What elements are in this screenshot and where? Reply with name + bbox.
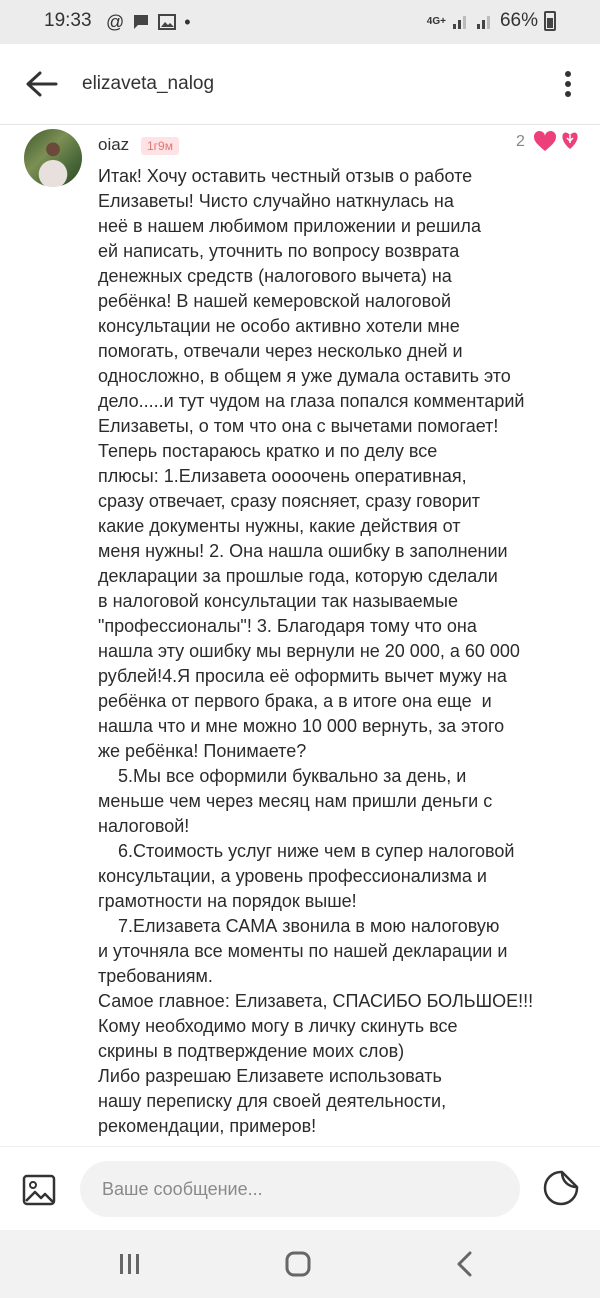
message-composer	[0, 1146, 600, 1231]
image-icon[interactable]	[22, 1173, 56, 1207]
home-icon[interactable]	[278, 1246, 318, 1282]
page-title: elizaveta_nalog	[82, 73, 215, 94]
avatar[interactable]	[24, 129, 82, 187]
network-type: 4G+	[426, 15, 446, 27]
signal-icon	[476, 12, 494, 30]
comment-text: Итак! Хочу оставить честный отзыв о работе Елизаветы! Чисто случайно наткнулась на неё в нашем любимом приложении и решила ей написать, уточнить по вопросу возврата денежных средств (налогового вычета) на ребёнка! В нашей кемеровской налоговой консультации не особо активно хотели мне помогать, отвечали через несколько дней и односложно, в общем я уже думала оставить это дело.....и тут чудом на глаза попался комментарий Елизаветы, о том что она с вычетами помогает! Теперь постараюсь кратко и по делу все плюсы: 1.Елизавета оооочень оперативная, сразу отвечает, сразу поясняет, сразу говорит какие документы нужны, какие действия от меня нужны! 2. Она нашла ошибку в заполнении декларации за прошлые года, которую сделали в налоговой консультации так называемые "профессионалы"! 3. Благодаря тому что она нашла эту ошибку мы вернули не 20 000, а 60 000 рублей!4.Я просила её оформить вычет мужу на ребёнка от первого брака, а в итоге она еще и нашла что и мне можно 10 000 вернуть, за этого же ребёнка! Понимаете? 5.Мы все оформили буквально за день, и меньше чем через месяц нам пришли деньги с налоговой! 6.Стоимость услуг ниже чем в супер налоговой консультации, а уровень профессионализма и грамотности на порядок выше! 7.Елизавета САМА звонила в мою налоговую и уточняла все моменты по нашей декларации и требованиям. Самое главное: Елизавета, СПАСИБО БОЛЬШОЕ!!! Кому необходимо могу в личку скинуть все скрины в подтверждение моих слов) Либо разрешаю Елизавете использовать нашу переписку для своей деятельности, рекомендации, примеров!	[98, 166, 534, 1136]
back-icon[interactable]	[446, 1246, 486, 1282]
at-sign-icon: @	[106, 12, 125, 32]
arrow-left-icon[interactable]	[22, 66, 62, 102]
comment-username[interactable]: oiaz	[98, 135, 130, 154]
dot-icon: •	[184, 12, 191, 32]
chat-bubble-icon	[132, 13, 150, 31]
battery-icon	[544, 11, 556, 31]
rose-icon[interactable]	[558, 128, 582, 152]
heart-icon[interactable]	[533, 130, 557, 152]
sticker-icon[interactable]	[542, 1169, 580, 1207]
notification-icons	[106, 12, 191, 32]
message-input[interactable]	[80, 1161, 520, 1217]
comment	[0, 126, 600, 1146]
signal-icon	[452, 12, 470, 30]
status-time: 19:33	[44, 10, 92, 31]
recent-apps-icon[interactable]	[110, 1246, 150, 1282]
time-badge: 1г9м	[141, 137, 179, 155]
app-header	[0, 44, 600, 125]
system-icons	[427, 10, 556, 32]
like-count: 2	[516, 133, 525, 150]
battery-percent: 66%	[499, 10, 538, 31]
more-vertical-icon[interactable]	[558, 66, 578, 102]
gallery-icon	[158, 13, 176, 31]
status-bar	[0, 0, 600, 44]
system-nav-bar	[0, 1230, 600, 1298]
